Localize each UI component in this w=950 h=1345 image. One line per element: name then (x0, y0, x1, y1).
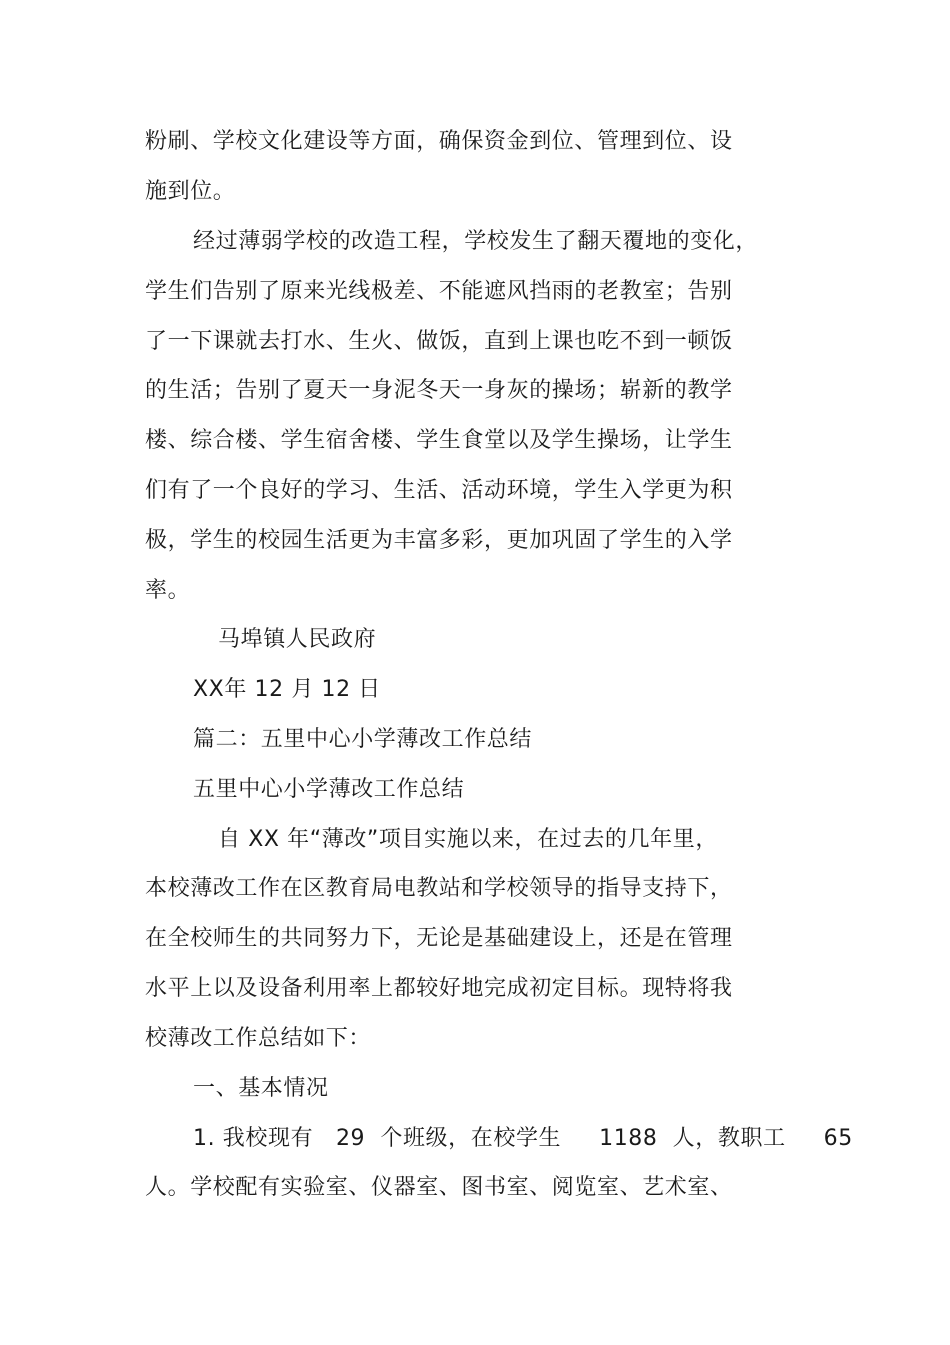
text-line: 施到位。 (145, 179, 236, 204)
text-line: 在全校师生的共同努力下，无论是基础建设上，还是在管理 (145, 926, 733, 951)
text-line: 的生活；告别了夏天一身泥冬天一身灰的操场；崭新的教学 (145, 378, 733, 403)
signature-organization: 马埠镇人民政府 (218, 627, 377, 652)
text-line: 1. 我校现有 29 个班级，在校学生 1188 人，教职工 65 (193, 1126, 853, 1151)
text-line: 学生们告别了原来光线极差、不能遮风挡雨的老教室；告别 (145, 279, 733, 304)
text-line: 粉刷、学校文化建设等方面，确保资金到位、管理到位、设 (145, 129, 733, 154)
text-line: 人。学校配有实验室、仪器室、图书室、阅览室、艺术室、 (145, 1175, 733, 1200)
text-line: 校薄改工作总结如下： (145, 1026, 372, 1051)
text-line: 极，学生的校园生活更为丰富多彩，更加巩固了学生的入学 (145, 528, 733, 553)
text-line: 们有了一个良好的学习、生活、活动环境，学生入学更为积 (145, 478, 733, 503)
text-line: 率。 (145, 578, 191, 603)
paragraph-first-line: 经过薄弱学校的改造工程，学校发生了翻天覆地的变化， (193, 229, 759, 254)
section-heading: 篇二：五里中心小学薄改工作总结 (193, 727, 533, 752)
text-line: 本校薄改工作在区教育局电教站和学校领导的指导支持下， (145, 876, 733, 901)
document-title: 五里中心小学薄改工作总结 (193, 777, 465, 802)
subsection-heading: 一、基本情况 (193, 1076, 329, 1101)
text-line: 水平上以及设备利用率上都较好地完成初定目标。现特将我 (145, 976, 733, 1001)
text-line: 楼、综合楼、学生宿舍楼、学生食堂以及学生操场，让学生 (145, 428, 733, 453)
text-line: 了一下课就去打水、生火、做饭，直到上课也吃不到一顿饭 (145, 329, 733, 354)
signature-date: XX年 12 月 12 日 (193, 677, 381, 702)
paragraph-first-line: 自 XX 年“薄改”项目实施以来，在过去的几年里， (218, 827, 718, 852)
